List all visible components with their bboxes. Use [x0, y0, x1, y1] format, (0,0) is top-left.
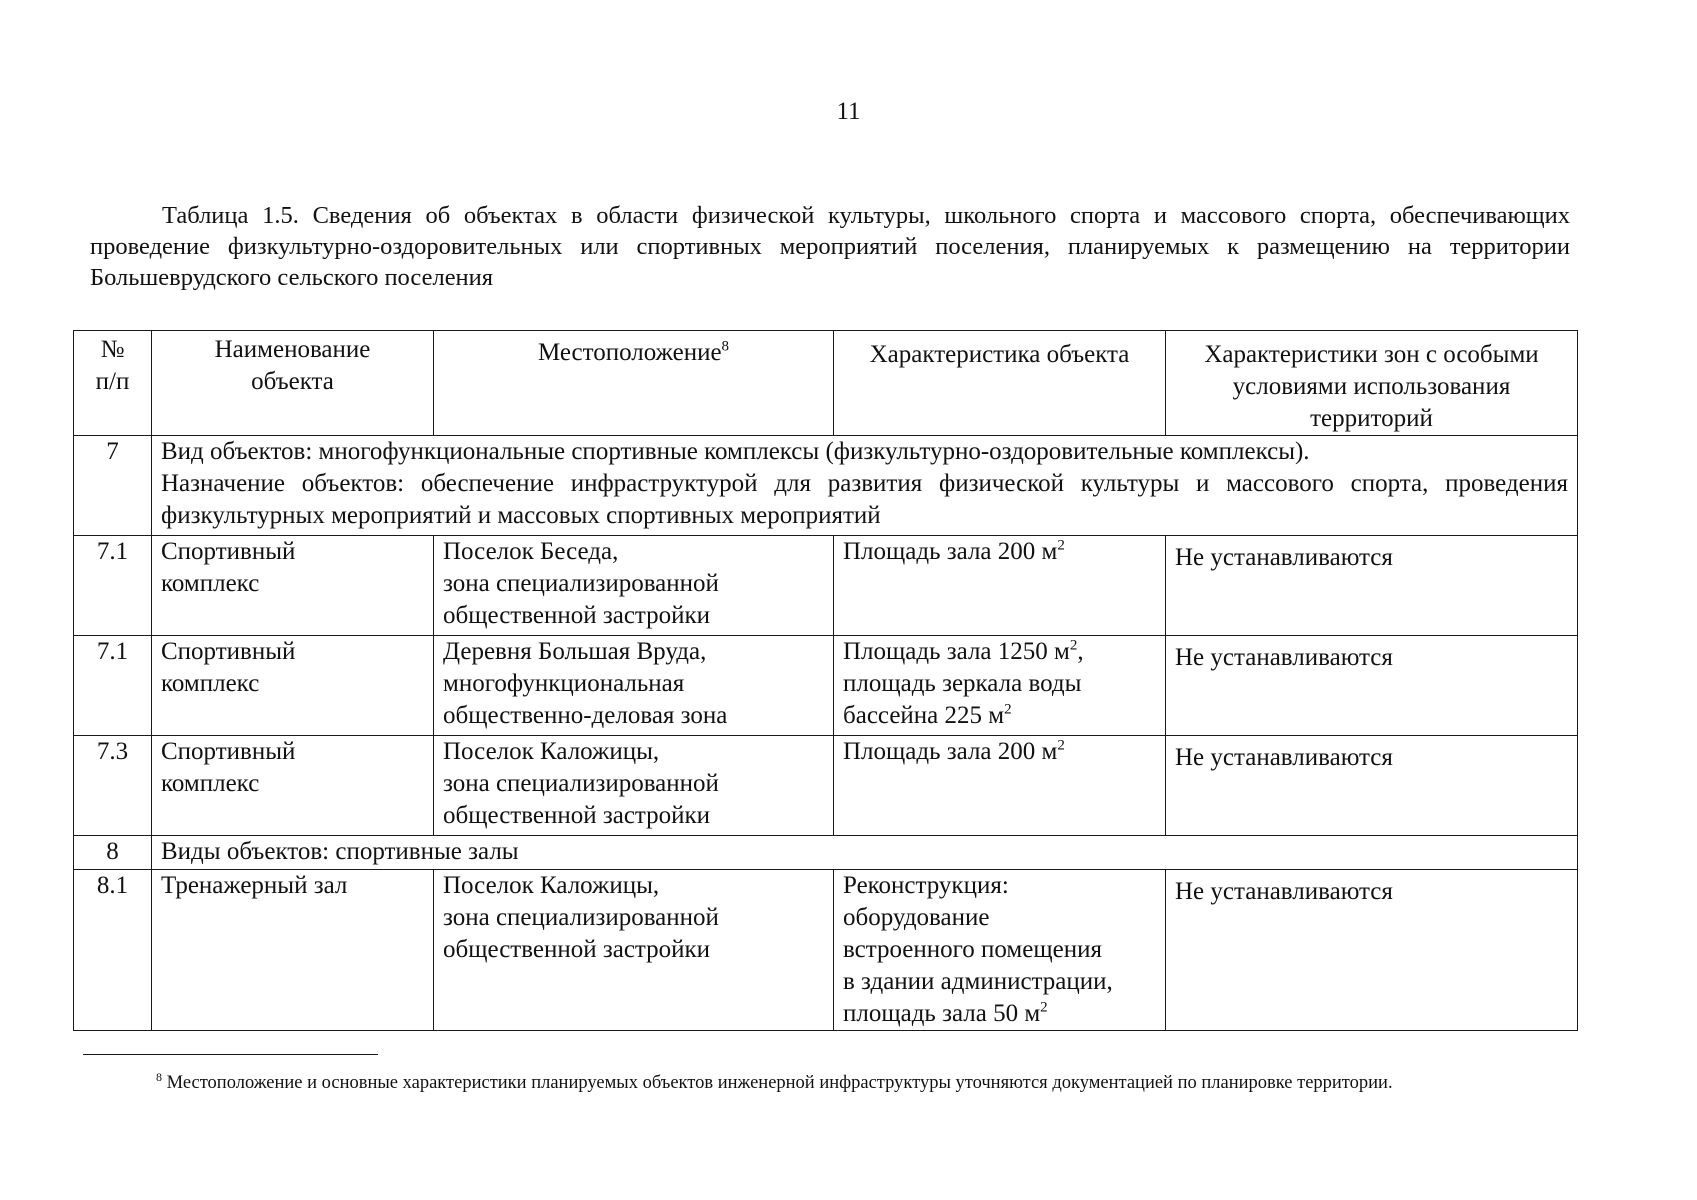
row-location	[434, 870, 834, 1031]
table-header-row	[74, 331, 1578, 436]
squared-mark: 2	[1069, 637, 1078, 654]
row-location-line: зона специализированной	[443, 770, 719, 797]
table-row	[74, 536, 1578, 636]
row-num: 7.1	[74, 536, 152, 636]
row-characteristic-text: бассейна 225 м	[843, 702, 1005, 729]
header-characteristic: Характеристика объекта	[834, 331, 1166, 436]
row-name	[152, 636, 434, 736]
row-location-line: многофункциональная	[443, 670, 685, 697]
table-row	[74, 736, 1578, 836]
facilities-table	[73, 330, 1578, 1031]
row-location	[434, 636, 834, 736]
section-7-kind: Вид объектов: многофункциональные спортивные комплексы (физкультурно-оздоровительные комплексы).	[161, 438, 1310, 465]
row-characteristic-line	[843, 636, 1156, 668]
page-number: 11	[836, 98, 861, 125]
section-row-7	[74, 436, 1578, 536]
row-characteristic	[834, 736, 1166, 836]
footnote-mark: 8	[156, 1069, 162, 1084]
row-name-line: комплекс	[161, 570, 260, 597]
row-characteristic-text: площадь зала 50 м	[843, 1000, 1041, 1027]
header-zones-line1: Характеристики зон с особыми	[1204, 341, 1539, 368]
header-zones-line3: территорий	[1310, 405, 1433, 432]
row-characteristic-text: Площадь зала 200 м	[843, 738, 1058, 765]
row-location-line: общественно-деловая зона	[443, 702, 728, 729]
row-characteristic	[834, 536, 1166, 636]
row-characteristic-line: Реконструкция:	[843, 872, 1009, 899]
row-location-line: общественной застройки	[443, 936, 711, 963]
header-location	[434, 331, 834, 436]
row-characteristic-line	[843, 998, 1156, 1030]
row-characteristic-line: встроенного помещения	[843, 936, 1102, 963]
row-name-line: комплекс	[161, 770, 260, 797]
footnote-separator	[83, 1054, 378, 1055]
row-location-line: Поселок Каложицы,	[443, 872, 660, 899]
row-characteristic-line: площадь зеркала воды	[843, 670, 1082, 697]
row-location-line: общественной застройки	[443, 602, 711, 629]
row-name	[152, 536, 434, 636]
header-num-line2: п/п	[95, 368, 130, 395]
header-name-line1: Наименование	[214, 336, 371, 363]
row-location-line: Поселок Каложицы,	[443, 738, 660, 765]
row-location-line: зона специализированной	[443, 904, 719, 931]
table-caption: Таблица 1.5. Сведения об объектах в области физической культуры, школьного спорта и массового спорта, обеспечивающих проведение физкультурно-оздоровительных или спортивных мероприятий поселения, планируемых к размещению на территории Большеврудского сельского поселения	[90, 202, 1570, 291]
row-num: 7.3	[74, 736, 152, 836]
row-zones: Не устанавливаются	[1166, 636, 1578, 736]
row-location-line: Поселок Беседа,	[443, 538, 619, 565]
section-7-purpose: Назначение объектов: обеспечение инфраструктурой для развития физической культуры и массового спорта, проведения физкультурных мероприятий и массовых спортивных мероприятий	[161, 470, 1568, 529]
squared-mark: 2	[1040, 999, 1048, 1016]
row-location-line: зона специализированной	[443, 570, 719, 597]
section-7-num: 7	[74, 436, 152, 536]
squared-mark: 2	[1057, 537, 1065, 554]
squared-mark: 2	[1057, 737, 1065, 754]
header-name-line2: объекта	[251, 368, 334, 395]
footnote	[90, 1071, 1570, 1095]
row-name-line: Спортивный	[161, 538, 296, 565]
header-num	[74, 331, 152, 436]
row-name-line: Спортивный	[161, 638, 296, 665]
row-num: 7.1	[74, 636, 152, 736]
section-7-description	[152, 436, 1578, 536]
row-location	[434, 736, 834, 836]
row-name	[152, 736, 434, 836]
header-zones	[1166, 331, 1578, 436]
section-8-kind: Виды объектов: спортивные залы	[152, 836, 1578, 870]
row-num: 8.1	[74, 870, 152, 1031]
header-num-line1: №	[100, 336, 125, 363]
row-name-line: комплекс	[161, 670, 260, 697]
row-zones: Не устанавливаются	[1166, 870, 1578, 1031]
table-row	[74, 636, 1578, 736]
row-characteristic	[834, 870, 1166, 1031]
row-location-line: Деревня Большая Вруда,	[443, 638, 707, 665]
header-zones-line2: условиями использования	[1232, 373, 1511, 400]
section-8-num: 8	[74, 836, 152, 870]
row-characteristic	[834, 636, 1166, 736]
header-location-label: Местоположение	[537, 339, 722, 366]
table-row	[74, 870, 1578, 1031]
row-zones: Не устанавливаются	[1166, 536, 1578, 636]
squared-mark: 2	[1004, 701, 1012, 718]
row-location	[434, 536, 834, 636]
row-characteristic-line: оборудование	[843, 904, 990, 931]
row-characteristic-line: в здании администрации,	[843, 968, 1113, 995]
row-name-line: Спортивный	[161, 738, 296, 765]
row-characteristic-comma: ,	[1077, 638, 1084, 665]
footnote-text: Местоположение и основные характеристики планируемых объектов инженерной инфраструктуры уточняются документацией по планировке территории.	[166, 1073, 1393, 1093]
row-characteristic-text: Площадь зала 1250 м	[843, 638, 1070, 665]
header-location-footnote-mark: 8	[721, 338, 730, 355]
row-characteristic-line	[843, 700, 1156, 732]
row-name: Тренажерный зал	[152, 870, 434, 1031]
row-location-line: общественной застройки	[443, 802, 711, 829]
row-zones: Не устанавливаются	[1166, 736, 1578, 836]
row-characteristic-text: Площадь зала 200 м	[843, 538, 1058, 565]
section-row-8	[74, 836, 1578, 870]
header-name	[152, 331, 434, 436]
